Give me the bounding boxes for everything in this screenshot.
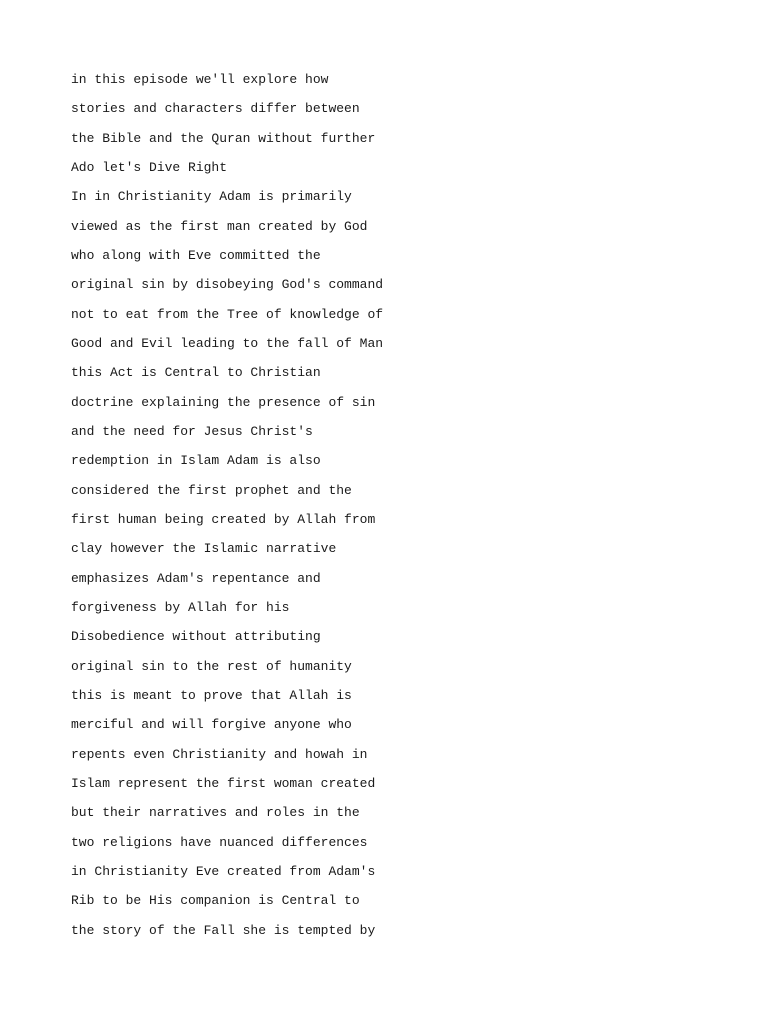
transcript-line: the story of the Fall she is tempted by xyxy=(71,922,376,938)
transcript-line: Disobedience without attributing xyxy=(71,629,321,645)
transcript-line: but their narratives and roles in the xyxy=(71,805,360,821)
transcript-line: redemption in Islam Adam is also xyxy=(71,453,321,469)
transcript-line: this Act is Central to Christian xyxy=(71,365,321,381)
transcript-line: repents even Christianity and howah in xyxy=(71,746,368,762)
transcript-line: original sin to the rest of humanity xyxy=(71,658,352,674)
transcript-line: stories and characters differ between xyxy=(71,101,360,117)
transcript-line: who along with Eve committed the xyxy=(71,247,321,263)
transcript-line: viewed as the first man created by God xyxy=(71,218,368,234)
transcript-line: clay however the Islamic narrative xyxy=(71,541,337,557)
transcript-line: merciful and will forgive anyone who xyxy=(71,717,352,733)
transcript-line: and the need for Jesus Christ's xyxy=(71,423,313,439)
transcript-line: first human being created by Allah from xyxy=(71,511,376,527)
transcript-line: emphasizes Adam's repentance and xyxy=(71,570,321,586)
transcript-line: considered the first prophet and the xyxy=(71,482,352,498)
transcript-line: forgiveness by Allah for his xyxy=(71,599,290,615)
transcript-line: in Christianity Eve created from Adam's xyxy=(71,863,376,879)
transcript-line: in this episode we'll explore how xyxy=(71,72,329,87)
transcript-line: original sin by disobeying God's command xyxy=(71,277,384,293)
transcript-text-block xyxy=(71,70,711,950)
transcript-line: the Bible and the Quran without further xyxy=(71,130,376,146)
transcript-line: Islam represent the first woman created xyxy=(71,775,376,791)
transcript-line: Ado let's Dive Right xyxy=(71,159,228,175)
transcript-line: Good and Evil leading to the fall of Man xyxy=(71,335,384,351)
transcript-line: two religions have nuanced differences xyxy=(71,834,368,850)
transcript-line: In in Christianity Adam is primarily xyxy=(71,189,352,205)
transcript-line: this is meant to prove that Allah is xyxy=(71,687,352,703)
transcript-line: not to eat from the Tree of knowledge of xyxy=(71,306,384,322)
transcript-line: Rib to be His companion is Central to xyxy=(71,893,360,909)
transcript-line: doctrine explaining the presence of sin xyxy=(71,394,376,410)
